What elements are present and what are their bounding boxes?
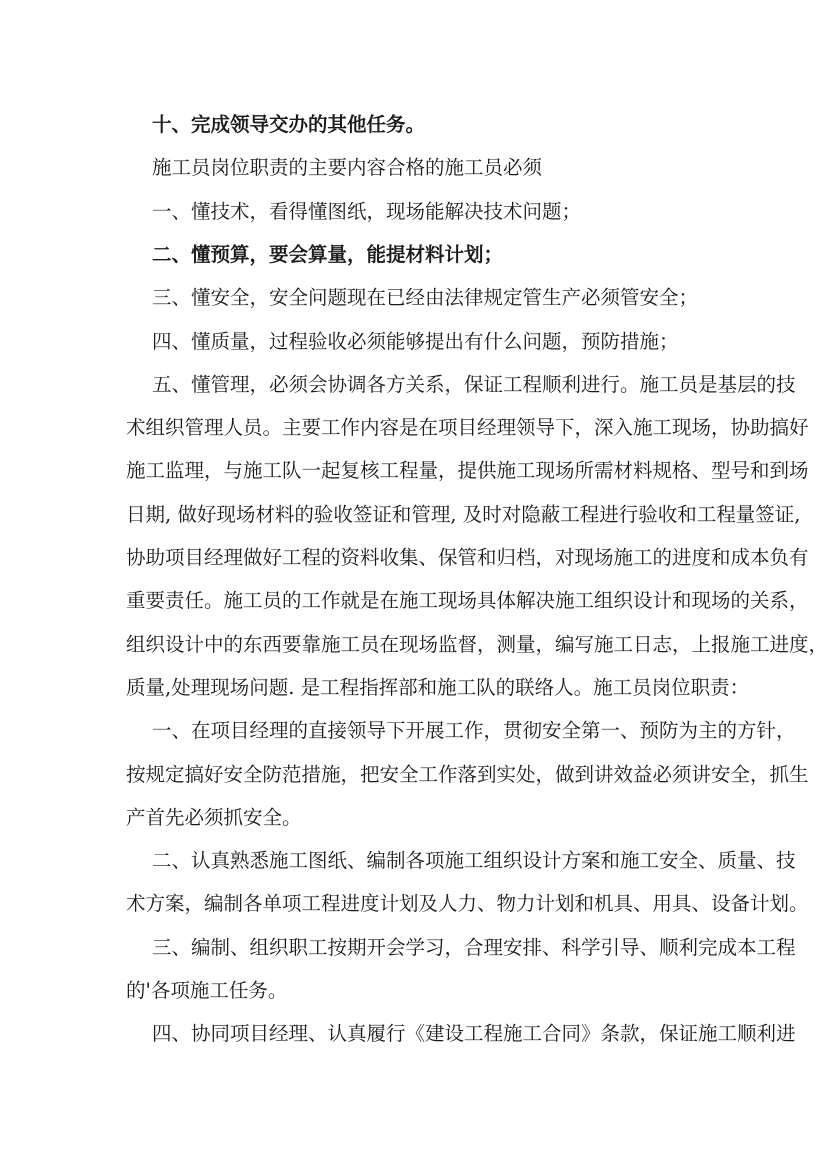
- paragraph-line: 的'各项施工任务。: [126, 979, 288, 1002]
- paragraph-first-line: 一、懂技术，看得懂图纸，现场能解决技术问题；: [152, 199, 582, 223]
- paragraph-first-line: 二、懂预算，要会算量，能提材料计划；: [152, 242, 504, 266]
- paragraph-line: 按规定搞好安全防范措施，把安全工作落到实处，做到讲效益必须讲安全，抓生: [126, 762, 809, 786]
- paragraph-first-line: 四、协同项目经理、认真履行《建设工程施工合同》条款，保证施工顺利进: [152, 1022, 796, 1046]
- paragraph-first-line: 施工员岗位职责的主要内容合格的施工员必须: [152, 156, 543, 180]
- paragraph-first-line: 五、懂管理，必须会协调各方关系，保证工程顺利进行。施工员是基层的技: [152, 372, 796, 396]
- paragraph-first-line: 四、懂质量，过程验收必须能够提出有什么问题，预防措施；: [152, 329, 679, 353]
- paragraph-first-line: 十、完成领导交办的其他任务。: [152, 113, 426, 136]
- paragraph-line: 日期, 做好现场材料的验收签证和管理, 及时对隐蔽工程进行验收和工程量签证,: [126, 502, 801, 526]
- paragraph-line: 术组织管理人员。主要工作内容是在项目经理领导下，深入施工现场，协助搞好: [126, 416, 809, 440]
- paragraph-line: 重要责任。施工员的工作就是在施工现场具体解决施工组织设计和现场的关系，: [126, 589, 809, 613]
- paragraph-first-line: 三、懂安全，安全问题现在已经由法律规定管生产必须管安全；: [152, 286, 699, 310]
- paragraph-first-line: 一、在项目经理的直接领导下开展工作，贯彻安全第一、预防为主的方针，: [152, 719, 796, 743]
- paragraph-line: 组织设计中的东西要靠施工员在现场监督，测量，编写施工日志，上报施工进度，: [126, 632, 829, 656]
- paragraph-line: 质量,处理现场问题. 是工程指挥部和施工队的联络人。施工员岗位职责：: [126, 675, 750, 699]
- paragraph-line: 产首先必须抓安全。: [126, 805, 302, 829]
- paragraph-line: 术方案，编制各单项工程进度计划及人力、物力计划和机具、用具、设备计划。: [126, 892, 809, 916]
- paragraph-line: 协助项目经理做好工程的资料收集、保管和归档，对现场施工的进度和成本负有: [126, 546, 809, 569]
- paragraph-line: 施工监理，与施工队一起复核工程量，提供施工现场所需材料规格、型号和到场: [126, 459, 809, 483]
- paragraph-first-line: 三、编制、组织职工按期开会学习，合理安排、科学引导、顺利完成本工程: [152, 935, 796, 959]
- paragraph-first-line: 二、认真熟悉施工图纸、编制各项施工组织设计方案和施工安全、质量、技: [152, 849, 796, 873]
